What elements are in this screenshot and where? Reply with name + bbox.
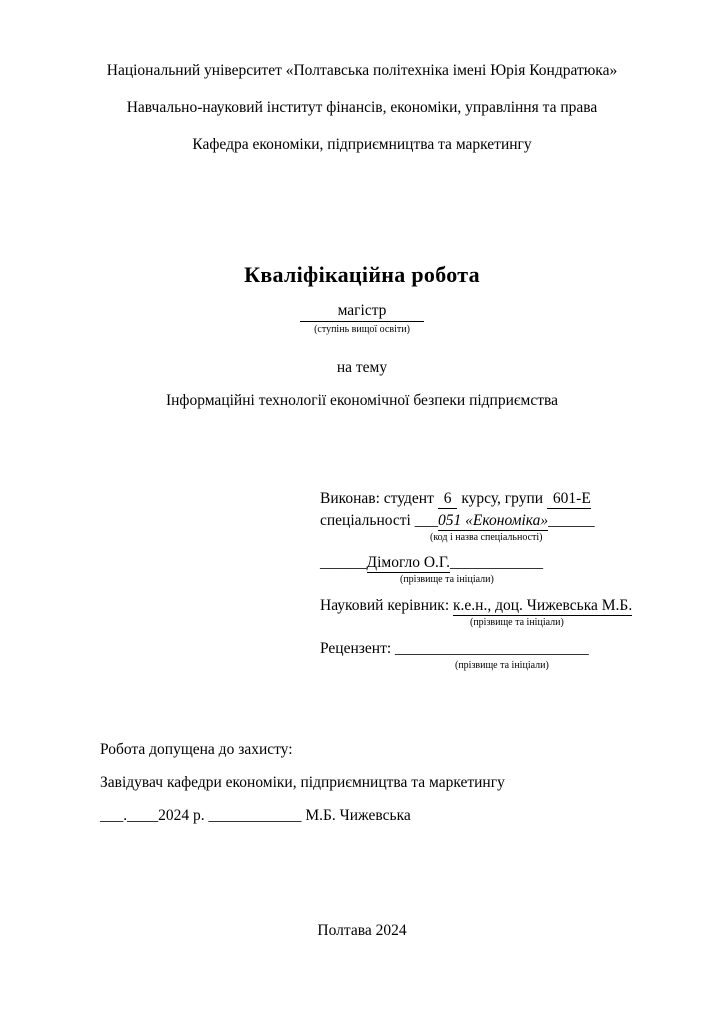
performed-line bbox=[320, 488, 680, 510]
specialty-blank-right: ______ bbox=[548, 512, 595, 529]
specialty-value: 051 «Економіка» bbox=[438, 512, 549, 529]
reviewer-label: Рецензент: bbox=[320, 640, 392, 657]
reviewer-blank: _________________________ bbox=[395, 640, 589, 657]
head-of-department-label: Завідувач кафедри економіки, підприємництва та маркетингу bbox=[100, 774, 505, 791]
reviewer-caption: (прізвище та ініціали) bbox=[455, 660, 549, 671]
name-blank-right: ____________ bbox=[450, 554, 544, 571]
performed-label: Виконав: студент bbox=[320, 490, 434, 507]
specialty-blank-left: ___ bbox=[414, 512, 438, 529]
supervisor-line bbox=[320, 595, 680, 617]
university-name: Національний університет «Полтавська політехніка імені Юрія Кондратюка» bbox=[106, 62, 618, 79]
reviewer-line bbox=[320, 638, 680, 660]
city-year: Полтава 2024 bbox=[317, 922, 407, 939]
department-name: Кафедра економіки, підприємництва та маркетингу bbox=[192, 136, 532, 153]
supervisor-name: к.е.н., доц. Чижевська М.Б. bbox=[453, 597, 633, 614]
degree-line bbox=[0, 302, 724, 322]
group-number: 601-Е bbox=[547, 490, 591, 509]
degree-level: магістр bbox=[300, 302, 425, 322]
student-name-line bbox=[320, 552, 680, 574]
on-topic-label: на тему bbox=[336, 359, 388, 376]
supervisor-label: Науковий керівник: bbox=[320, 597, 450, 614]
title-block bbox=[0, 262, 724, 410]
group-label: курсу, групи bbox=[461, 490, 544, 507]
admitted-to-defense-label: Робота допущена до захисту: bbox=[100, 741, 293, 758]
specialty-line bbox=[320, 510, 680, 532]
document-header bbox=[0, 62, 724, 173]
author-block bbox=[320, 488, 680, 672]
topic-title: Інформаційні технології економічної безпеки підприємства bbox=[165, 392, 559, 409]
student-name: Дімогло О.Г. bbox=[366, 554, 451, 571]
approval-block bbox=[100, 740, 640, 839]
student-name-caption: (прізвище та ініціали) bbox=[400, 574, 494, 585]
name-blank-left: ______ bbox=[320, 554, 367, 571]
degree-caption: (ступінь вищої освіти) bbox=[314, 324, 410, 335]
supervisor-caption: (прізвище та ініціали) bbox=[470, 617, 564, 628]
work-title: Кваліфікаційна робота bbox=[244, 262, 480, 287]
course-number: 6 bbox=[438, 490, 458, 509]
specialty-caption: (код і назва спеціальності) bbox=[430, 532, 543, 543]
specialty-label: спеціальності bbox=[320, 512, 411, 529]
date-signature-line: ___.____2024 р. ____________ М.Б. Чижевська bbox=[100, 807, 411, 824]
institute-name: Навчально-науковий інститут фінансів, економіки, управління та права bbox=[126, 99, 598, 116]
